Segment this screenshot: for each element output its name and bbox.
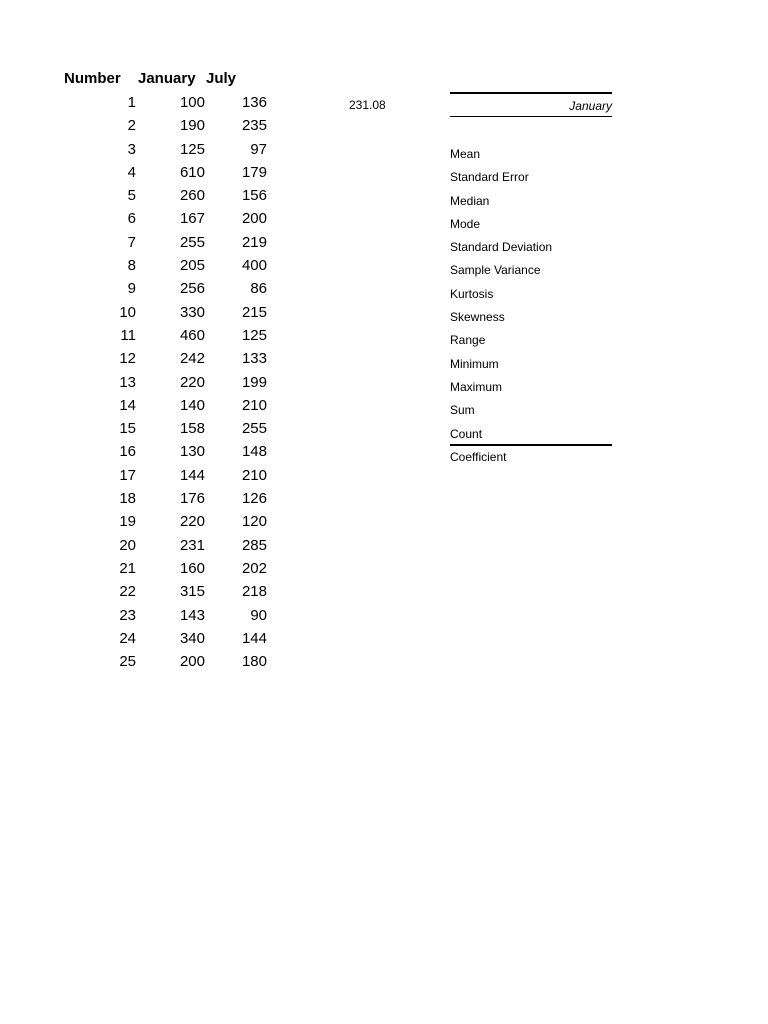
cell-number: 2 bbox=[127, 117, 136, 135]
cell-number: 4 bbox=[127, 163, 136, 181]
table-row bbox=[62, 349, 272, 372]
table-row bbox=[62, 140, 272, 163]
cell-number: 23 bbox=[119, 606, 136, 624]
cell-number: 5 bbox=[127, 187, 136, 205]
cell-january: 260 bbox=[179, 187, 205, 205]
cell-july: 90 bbox=[250, 606, 267, 624]
stat-label: Maximum bbox=[450, 379, 503, 394]
cell-july: 136 bbox=[241, 94, 267, 111]
table-row bbox=[62, 373, 272, 396]
cell-number: 10 bbox=[119, 303, 136, 321]
header-july: July bbox=[206, 70, 237, 87]
table-row bbox=[62, 419, 272, 442]
stats-header bbox=[450, 92, 612, 117]
table-row bbox=[62, 489, 272, 512]
cell-number: 12 bbox=[119, 350, 136, 368]
stat-label: Median bbox=[450, 193, 490, 208]
cell-july: 199 bbox=[241, 373, 267, 391]
cell-july: 215 bbox=[241, 303, 267, 321]
cell-number: 20 bbox=[119, 536, 136, 554]
table-row bbox=[62, 326, 272, 349]
cell-january: 167 bbox=[179, 210, 205, 228]
table-row bbox=[62, 629, 272, 652]
cell-january: 125 bbox=[179, 140, 205, 158]
table-row bbox=[62, 93, 272, 116]
table-row bbox=[62, 163, 272, 186]
cell-july: 156 bbox=[241, 187, 267, 205]
cell-january: 330 bbox=[179, 303, 205, 321]
header-january: January bbox=[138, 70, 196, 87]
cell-january: 140 bbox=[179, 396, 205, 414]
cell-number: 25 bbox=[119, 653, 136, 671]
cell-july: 126 bbox=[241, 490, 267, 508]
cell-july: 97 bbox=[250, 140, 267, 158]
cell-january: 176 bbox=[179, 490, 205, 508]
cell-january: 220 bbox=[179, 373, 205, 391]
stat-label: Kurtosis bbox=[450, 286, 494, 301]
cell-july: 179 bbox=[241, 163, 267, 181]
cell-january: 255 bbox=[179, 233, 205, 251]
cell-number: 7 bbox=[127, 233, 136, 251]
stat-label: Mode bbox=[450, 216, 481, 231]
cell-number: 24 bbox=[119, 629, 136, 647]
stats-column-header: January bbox=[569, 99, 612, 113]
cell-number: 15 bbox=[119, 420, 136, 438]
cell-number: 16 bbox=[119, 443, 136, 461]
table-row bbox=[62, 396, 272, 419]
cell-july: 285 bbox=[241, 536, 267, 554]
cell-january: 242 bbox=[179, 350, 205, 368]
cell-july: 218 bbox=[241, 583, 267, 601]
table-row bbox=[62, 116, 272, 139]
stats-list bbox=[450, 143, 612, 469]
cell-july: 144 bbox=[241, 629, 267, 647]
cell-july: 180 bbox=[241, 653, 267, 671]
cell-january: 231 bbox=[179, 536, 205, 554]
table-row bbox=[62, 279, 272, 302]
table-row bbox=[62, 256, 272, 279]
cell-july: 120 bbox=[241, 513, 267, 531]
cell-january: 205 bbox=[179, 257, 205, 275]
table-row bbox=[62, 233, 272, 256]
cell-january: 220 bbox=[179, 513, 205, 531]
cell-july: 200 bbox=[241, 210, 267, 228]
stat-label: Range bbox=[450, 333, 486, 348]
table-row bbox=[62, 559, 272, 582]
table-row bbox=[62, 186, 272, 209]
stat-label: Minimum bbox=[450, 356, 499, 371]
cell-july: 255 bbox=[241, 420, 267, 438]
stat-label: Sum bbox=[450, 403, 475, 418]
table-row bbox=[62, 442, 272, 465]
table-row bbox=[62, 466, 272, 489]
cell-number: 13 bbox=[119, 373, 136, 391]
cell-january: 200 bbox=[179, 653, 205, 671]
cell-july: 210 bbox=[241, 396, 267, 414]
cell-number: 14 bbox=[119, 396, 136, 414]
computed-value-cell: 231.08 bbox=[349, 98, 386, 112]
cell-july: 148 bbox=[241, 443, 267, 461]
cell-july: 202 bbox=[241, 559, 267, 577]
cell-july: 210 bbox=[241, 466, 267, 484]
cell-july: 219 bbox=[241, 233, 267, 251]
table-row bbox=[62, 606, 272, 629]
cell-january: 460 bbox=[179, 326, 205, 344]
cell-january: 158 bbox=[179, 420, 205, 438]
stat-label: Standard Error bbox=[450, 170, 529, 185]
cell-january: 190 bbox=[179, 117, 205, 135]
cell-july: 125 bbox=[241, 326, 267, 344]
cell-january: 100 bbox=[179, 94, 205, 111]
cell-number: 1 bbox=[127, 94, 136, 111]
table-row bbox=[62, 536, 272, 559]
table-body bbox=[62, 93, 272, 675]
stat-label: Standard Deviation bbox=[450, 240, 553, 255]
header-number: Number bbox=[64, 70, 121, 87]
cell-january: 256 bbox=[179, 280, 205, 298]
cell-number: 22 bbox=[119, 583, 136, 601]
cell-january: 610 bbox=[179, 163, 205, 181]
cell-january: 315 bbox=[179, 583, 205, 601]
stat-label: Coefficient bbox=[450, 449, 507, 464]
table-row bbox=[62, 582, 272, 605]
cell-january: 144 bbox=[179, 466, 205, 484]
stat-label: Mean bbox=[450, 147, 481, 161]
descriptive-statistics bbox=[450, 92, 612, 464]
cell-july: 86 bbox=[250, 280, 267, 298]
cell-july: 400 bbox=[241, 257, 267, 275]
cell-january: 340 bbox=[179, 629, 205, 647]
stat-label: Count bbox=[450, 423, 612, 446]
cell-number: 8 bbox=[127, 257, 136, 275]
table-row bbox=[62, 303, 272, 326]
table-row bbox=[62, 652, 272, 675]
cell-number: 9 bbox=[127, 280, 136, 298]
cell-number: 21 bbox=[119, 559, 136, 577]
cell-number: 18 bbox=[119, 490, 136, 508]
cell-january: 130 bbox=[179, 443, 205, 461]
stat-label: Skewness bbox=[450, 310, 505, 325]
cell-january: 143 bbox=[179, 606, 205, 624]
cell-number: 19 bbox=[119, 513, 136, 531]
stat-label: Sample Variance bbox=[450, 263, 541, 278]
cell-january: 160 bbox=[179, 559, 205, 577]
cell-number: 17 bbox=[119, 466, 136, 484]
cell-number: 11 bbox=[120, 326, 136, 344]
cell-july: 235 bbox=[241, 117, 267, 135]
cell-july: 133 bbox=[241, 350, 267, 368]
table-row bbox=[62, 512, 272, 535]
table-row bbox=[62, 209, 272, 232]
cell-number: 6 bbox=[127, 210, 136, 228]
cell-number: 3 bbox=[127, 140, 136, 158]
